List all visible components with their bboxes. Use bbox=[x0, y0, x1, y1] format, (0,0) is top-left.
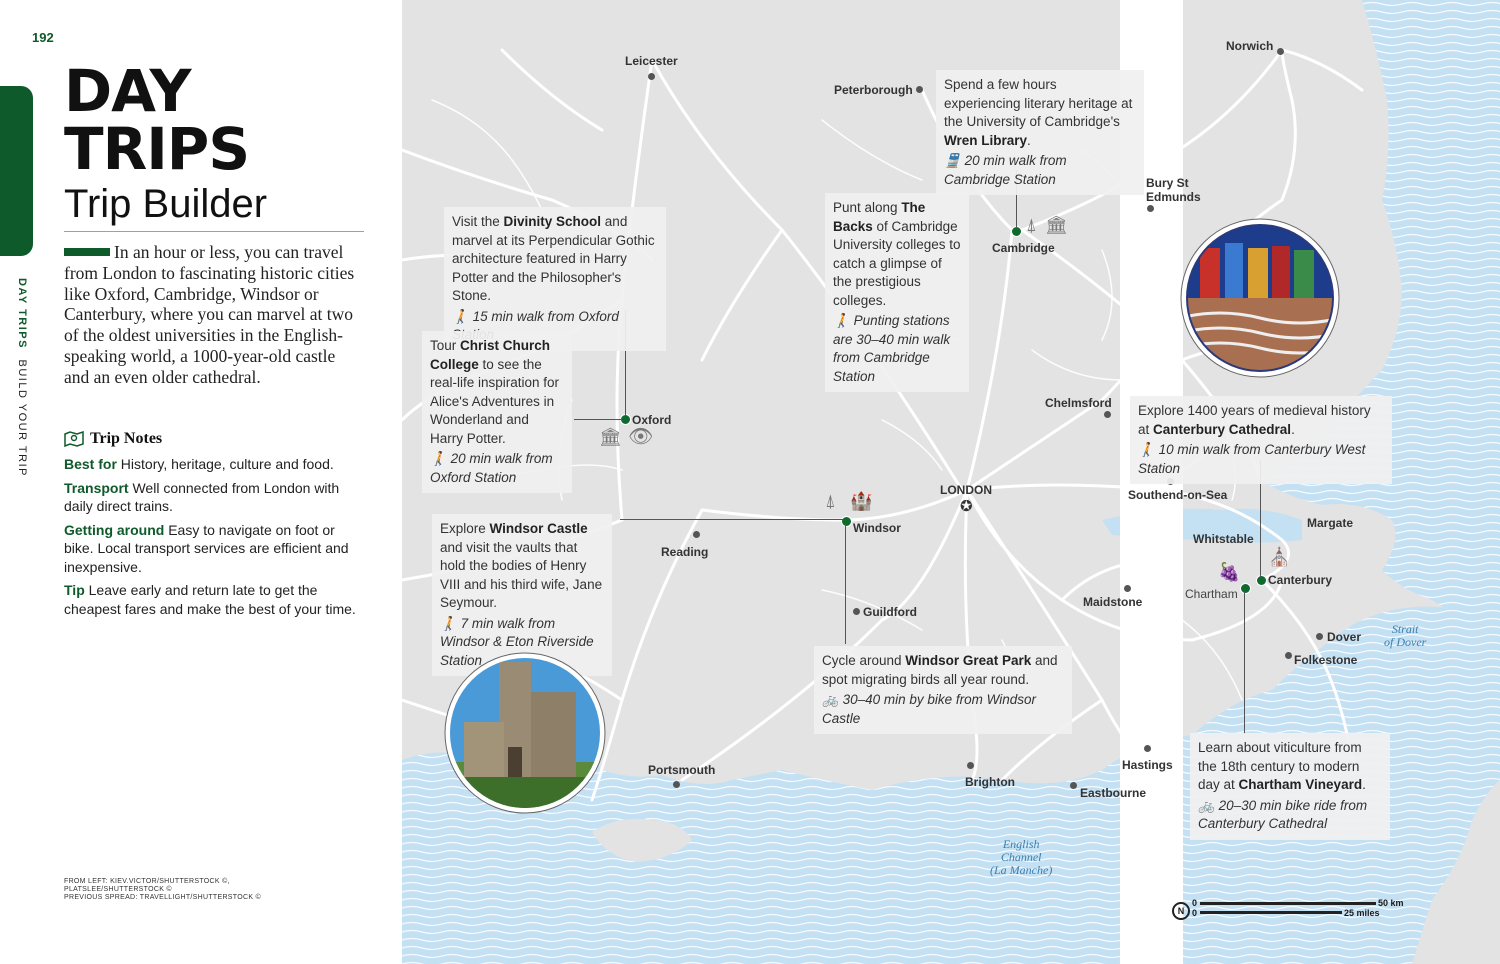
note-text: Easy to navigate on foot or bike. Local transport services are efficient and inexpensive. bbox=[64, 521, 349, 575]
city-canterbury: Canterbury bbox=[1268, 573, 1333, 587]
callout-text: Explore bbox=[440, 521, 490, 536]
callout-wren-library bbox=[936, 70, 1144, 195]
note-label: Transport bbox=[64, 479, 129, 496]
callout-highlight: Wren Library bbox=[944, 132, 1028, 148]
callout-highlight: Divinity School bbox=[503, 214, 602, 229]
train-icon: 🚆 bbox=[944, 153, 961, 168]
map-icon bbox=[64, 431, 84, 447]
credit-line: FROM LEFT: KIEV.VICTOR/SHUTTERSTOCK ©, bbox=[64, 878, 230, 885]
city-dot bbox=[648, 73, 655, 80]
callout-note-text: 20 min walk from Oxford Station bbox=[430, 451, 553, 485]
city-dot bbox=[1316, 633, 1323, 640]
callout-highlight: Christ Church College bbox=[430, 338, 551, 372]
title-line-2: TRIPS bbox=[64, 115, 250, 183]
page-number: 192 bbox=[32, 30, 54, 45]
callout-canterbury-cathedral bbox=[1130, 396, 1392, 484]
note-transport bbox=[64, 479, 364, 516]
city-portsmouth: Portsmouth bbox=[648, 763, 716, 777]
callout-text: Punt along bbox=[833, 200, 902, 215]
note-label: Tip bbox=[64, 582, 85, 598]
callout-text: and spot migrating birds all year round. bbox=[822, 653, 1058, 687]
city-dot bbox=[1104, 411, 1111, 418]
callout-note-text: 20 min walk from Cambridge Station bbox=[944, 153, 1067, 187]
callout-text: Explore 1400 years of medieval history at bbox=[1138, 403, 1371, 437]
city-chartham: Chartham bbox=[1185, 587, 1238, 601]
canterbury-marker bbox=[1256, 575, 1267, 586]
city-dot bbox=[1277, 48, 1284, 55]
scale-bar bbox=[1170, 896, 1410, 926]
page-subtitle: Trip Builder bbox=[64, 182, 268, 226]
city-dot bbox=[1070, 782, 1077, 789]
scale-mi-bar bbox=[1200, 911, 1342, 914]
city-dot bbox=[967, 762, 974, 769]
callout-text: Learn about viticulture from the 18th century to modern day at bbox=[1198, 740, 1362, 792]
scale-km-label: 50 km bbox=[1378, 898, 1404, 908]
city-folkestone: Folkestone bbox=[1294, 653, 1358, 667]
chartham-marker bbox=[1240, 583, 1251, 594]
note-tip bbox=[64, 581, 364, 618]
city-chelmsford: Chelmsford bbox=[1045, 396, 1112, 410]
city-dot bbox=[693, 531, 700, 538]
callout-christ-church bbox=[422, 331, 572, 493]
callout-text: . bbox=[1291, 421, 1295, 437]
scale-mi-zero: 0 bbox=[1192, 908, 1198, 918]
callout-divinity-school bbox=[444, 207, 666, 351]
page-title bbox=[64, 57, 250, 183]
intro-dash bbox=[64, 248, 110, 256]
museum-icon: 🏛 bbox=[599, 427, 622, 447]
callout-text: and marvel at its Perpendicular Gothic architecture featured in Harry Potter and the Philosopher's Stone. bbox=[452, 214, 655, 303]
label-english-channel: English Channel (La Manche) bbox=[990, 837, 1053, 877]
city-dot bbox=[916, 86, 923, 93]
photo-credits bbox=[64, 878, 261, 902]
city-dot bbox=[1285, 652, 1292, 659]
grapes-icon: 🍇 bbox=[1218, 562, 1241, 582]
callout-text: Tour bbox=[430, 338, 461, 353]
city-bury-st-edmunds: Bury St Edmunds bbox=[1146, 176, 1201, 204]
scale-km-zero: 0 bbox=[1192, 898, 1198, 908]
city-whitstable: Whitstable bbox=[1193, 532, 1254, 546]
callout-highlight: Canterbury Cathedral bbox=[1153, 421, 1292, 437]
city-southend: Southend-on-Sea bbox=[1128, 488, 1228, 502]
callout-note-text: 30–40 min by bike from Windsor Castle bbox=[822, 692, 1037, 726]
city-windsor: Windsor bbox=[853, 521, 901, 535]
scale-km-bar bbox=[1200, 902, 1376, 905]
callout-note-text: Punting stations are 30–40 min walk from Cambridge Station bbox=[833, 313, 951, 384]
title-divider bbox=[64, 231, 364, 232]
bike-icon: 🚲 bbox=[822, 692, 839, 707]
trip-notes-title: Trip Notes bbox=[90, 430, 163, 447]
eye-icon: 👁 bbox=[628, 426, 654, 448]
intro-paragraph bbox=[64, 242, 364, 388]
section-tab bbox=[0, 86, 33, 256]
city-oxford: Oxford bbox=[632, 413, 672, 427]
walk-icon: 🚶 bbox=[440, 615, 457, 631]
city-guildford: Guildford bbox=[863, 605, 917, 619]
callout-note-text: 20–30 min bike ride from Canterbury Cathedral bbox=[1198, 797, 1368, 831]
credit-line: PREVIOUS SPREAD: TRAVELLIGHT/SHUTTERSTOCK © bbox=[64, 894, 261, 901]
intro-text: In an hour or less, you can travel from London to fascinating historic cities like Oxford, Cambridge, Windsor or Canterbury, where you can marvel at two of the oldest universities in the English-speaking world, a 1000-year-old castle and an even older cathedral. bbox=[64, 242, 355, 387]
stained-glass-photo bbox=[1180, 218, 1340, 378]
callout-note-text: 15 min walk from Oxford bbox=[472, 308, 619, 324]
leader-line bbox=[574, 419, 622, 420]
city-dover: Dover bbox=[1327, 630, 1362, 644]
leader-line bbox=[845, 524, 846, 644]
callout-the-backs bbox=[825, 193, 969, 392]
callout-note-text: 7 min walk from Windsor & Eton Riverside Station bbox=[440, 615, 594, 668]
windsor-castle-photo bbox=[444, 652, 606, 814]
note-text: Leave early and return late to get the cheapest fares and make the best of your time. bbox=[64, 582, 356, 617]
city-cambridge: Cambridge bbox=[992, 241, 1055, 255]
note-label: Best for bbox=[64, 456, 117, 472]
walk-icon: 🚶 bbox=[833, 313, 850, 328]
city-reading: Reading bbox=[661, 545, 709, 559]
city-peterborough: Peterborough bbox=[834, 83, 913, 97]
callout-text: to see the real-life inspiration for Alice's Adventures in Wonderland and Harry Potter. bbox=[430, 356, 560, 446]
callout-text: Visit the bbox=[452, 214, 504, 229]
callout-highlight: Windsor Castle bbox=[489, 521, 588, 536]
callout-text: Cycle around bbox=[822, 653, 906, 668]
walk-icon: 🚶 bbox=[430, 451, 447, 466]
callout-text: . bbox=[1027, 132, 1031, 148]
callout-text: Spend a few hours experiencing literary heritage at the University of Cambridge's bbox=[944, 77, 1133, 129]
callout-note-text: 10 min walk from Canterbury West Station bbox=[1138, 442, 1366, 476]
note-label: Getting around bbox=[64, 521, 165, 538]
trip-notes-heading bbox=[64, 430, 162, 448]
callout-highlight: Chartham Vineyard bbox=[1238, 777, 1363, 792]
leader-line bbox=[1244, 591, 1245, 734]
city-london: LONDON bbox=[940, 483, 992, 497]
museum-icon: 🏛 bbox=[1045, 215, 1068, 235]
callout-note bbox=[1138, 441, 1384, 478]
windsor-marker bbox=[841, 516, 852, 527]
side-label bbox=[16, 278, 28, 477]
callout-note bbox=[1198, 797, 1382, 834]
city-leicester: Leicester bbox=[625, 54, 678, 68]
bike-icon: 🚲 bbox=[1198, 797, 1215, 813]
callout-text: of Cambridge University colleges to catch a glimpse of the prestigious colleges. bbox=[833, 218, 961, 308]
callout-windsor-great-park bbox=[814, 646, 1072, 734]
city-dot bbox=[1144, 745, 1151, 752]
compass-icon: N bbox=[1172, 902, 1190, 920]
callout-text: . bbox=[1362, 777, 1366, 792]
callout-highlight: Windsor Great Park bbox=[905, 653, 1032, 668]
city-dot bbox=[1147, 205, 1154, 212]
label-strait-of-dover: Strait of Dover bbox=[1384, 622, 1427, 649]
left-page bbox=[0, 0, 400, 964]
trip-notes-list bbox=[64, 455, 364, 623]
note-text: Well connected from London with daily direct trains. bbox=[64, 479, 340, 514]
tree-icon: ⍋ bbox=[825, 491, 836, 511]
castle-icon: 🏰 bbox=[850, 491, 873, 511]
church-icon: ⛪ bbox=[1268, 547, 1291, 567]
city-dot bbox=[1124, 585, 1131, 592]
leader-line bbox=[620, 519, 843, 520]
note-getting-around bbox=[64, 521, 364, 577]
walk-icon: 🚶 bbox=[1138, 442, 1155, 457]
callout-note bbox=[833, 312, 961, 386]
callout-highlight: The Backs bbox=[833, 200, 926, 234]
callout-note bbox=[822, 691, 1064, 728]
city-eastbourne: Eastbourne bbox=[1080, 786, 1147, 800]
city-dot bbox=[853, 608, 860, 615]
note-text: History, heritage, culture and food. bbox=[120, 456, 334, 472]
city-dot bbox=[673, 781, 680, 788]
city-maidstone: Maidstone bbox=[1083, 595, 1143, 609]
callout-chartham-vineyard bbox=[1190, 733, 1390, 840]
note-best-for bbox=[64, 455, 364, 474]
city-brighton: Brighton bbox=[965, 775, 1015, 789]
title-line-1: DAY bbox=[64, 57, 191, 125]
side-label-sub: BUILD YOUR TRIP bbox=[16, 359, 28, 477]
callout-note bbox=[944, 152, 1136, 189]
tree-icon: ⍋ bbox=[1026, 215, 1037, 235]
callout-note bbox=[430, 450, 564, 487]
city-hastings: Hastings bbox=[1122, 758, 1173, 772]
walk-icon: 🚶 bbox=[452, 308, 469, 324]
side-label-section: DAY TRIPS bbox=[16, 278, 28, 349]
trip-map bbox=[402, 0, 1500, 964]
city-margate: Margate bbox=[1307, 516, 1354, 530]
city-norwich: Norwich bbox=[1226, 39, 1274, 53]
callout-text: and visit the vaults that hold the bodies of Henry VIII and his third wife, Jane Seymour. bbox=[440, 539, 603, 610]
credit-line: PLATSLEE/SHUTTERSTOCK © bbox=[64, 886, 172, 893]
scale-mi-label: 25 miles bbox=[1344, 908, 1380, 918]
london-star-icon: ✪ bbox=[960, 498, 973, 515]
